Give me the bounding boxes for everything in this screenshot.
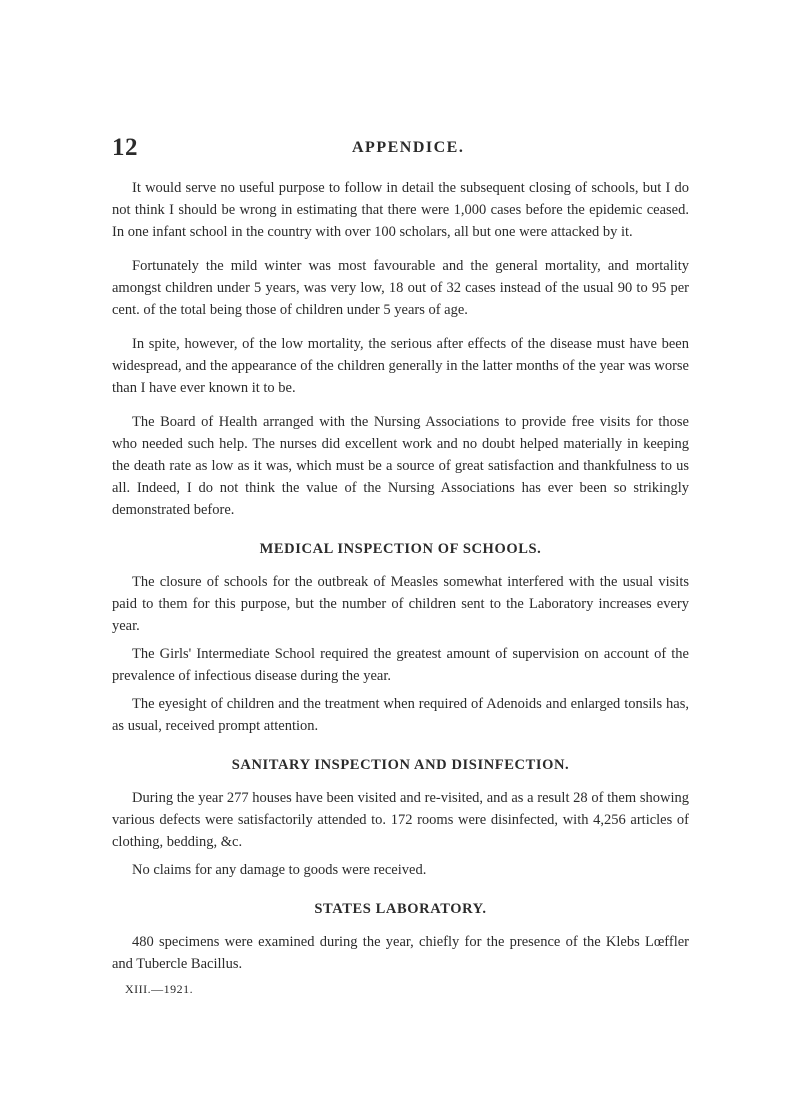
page-number: 12 <box>112 134 138 161</box>
paragraph-no-claims: No claims for any damage to goods were received. <box>132 862 427 878</box>
heading-states-laboratory: STATES LABORATORY. <box>314 901 487 917</box>
paragraph-nursing-associations: The Board of Health arranged with the Nursing Associations to provide free visits for those who needed such help. The nurses did excellent work and no doubt helped materially in keeping the death rate as low as it was, which must be a source of great satisfaction and thankfulness to us all. Indeed, I do not think the value of the Nursing Associations has ever been so strikingly demonstrated before. <box>112 414 689 518</box>
footer-reference: XIII.—1921. <box>125 982 194 996</box>
document-body <box>112 177 689 997</box>
paragraph-epidemic-cases: It would serve no useful purpose to follow in detail the subsequent closing of schools, but I do not think I should be wrong in estimating that there were 1,000 cases before the epidemic ceased. In one infant school in the country with over 100 scholars, all but one were attacked by it. <box>112 180 689 240</box>
running-title: APPENDICE. <box>352 139 465 156</box>
paragraph-specimens: 480 specimens were examined during the year, chiefly for the presence of the Klebs Lœffler and Tubercle Bacillus. <box>112 934 689 972</box>
paragraph-mortality: Fortunately the mild winter was most favourable and the general mortality, and mortality amongst children under 5 years, was very low, 18 out of 32 cases instead of the usual 90 to 95 per cent. of the total being those of children under 5 years of age. <box>112 258 689 318</box>
paragraph-school-closure: The closure of schools for the outbreak of Measles somewhat interfered with the usual visits paid to them for this purpose, but the number of children sent to the Laboratory increases every year. <box>112 574 689 634</box>
heading-medical-inspection: MEDICAL INSPECTION OF SCHOOLS. <box>259 541 542 557</box>
paragraph-girls-school: The Girls' Intermediate School required the greatest amount of supervision on account of the prevalence of infectious disease during the year. <box>112 646 689 684</box>
paragraph-houses-visited: During the year 277 houses have been visited and re-visited, and as a result 28 of them showing various defects were satisfactorily attended to. 172 rooms were disinfected, with 4,256 articles of clothing, bedding, &c. <box>112 790 689 850</box>
heading-sanitary-inspection: SANITARY INSPECTION AND DISINFECTION. <box>231 757 570 773</box>
page-header <box>112 134 712 164</box>
paragraph-eyesight: The eyesight of children and the treatment when required of Adenoids and enlarged tonsils has, as usual, received prompt attention. <box>112 696 689 734</box>
paragraph-after-effects: In spite, however, of the low mortality, the serious after effects of the disease must have been widespread, and the appearance of the children generally in the latter months of the year was worse than I have ever known it to be. <box>112 336 689 396</box>
